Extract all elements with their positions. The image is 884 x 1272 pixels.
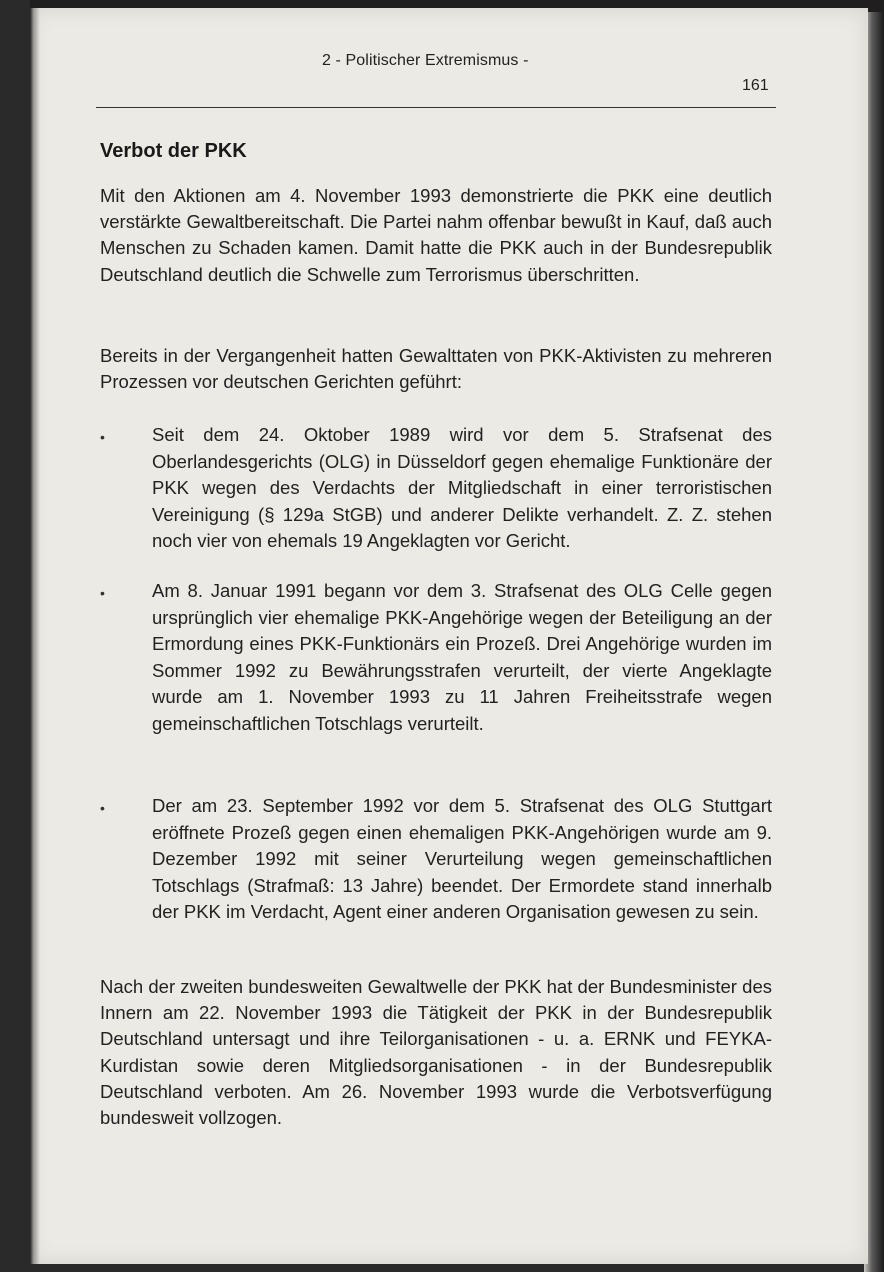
page-number: 161 — [742, 77, 769, 94]
running-head: 2 - Politischer Extremismus - — [322, 52, 529, 69]
bullet-icon: • — [100, 585, 105, 601]
bullet-icon: • — [100, 429, 105, 445]
list-item-text: Am 8. Januar 1991 begann vor dem 3. Strafsenat des OLG Celle gegen ursprünglich vier ehemalige PKK-Angehörige wegen der Beteiligung an der Ermordung eines PKK-Funktionärs ein Prozeß. Drei Angehörige wurden im Sommer 1992 zu Bewährungsstrafen verurteilt, der vierte Angeklagte wurde am 1. November 1993 zu 11 Jahren Freiheitsstrafe wegen gemeinschaftlichen Totschlags verurteilt. — [152, 580, 772, 734]
section-title: Verbot der PKK — [100, 140, 247, 162]
list-item-text: Seit dem 24. Oktober 1989 wird vor dem 5. Strafsenat des Oberlandesgerichts (OLG) in Düsseldorf gegen ehemalige Funktionäre der PKK wegen des Verdachts der Mitgliedschaft in einer terroristischen Vereinigung (§ 129a StGB) und anderer Delikte verhandelt. Z. Z. stehen noch vier von ehemals 19 Angeklagten vor Gericht. — [152, 424, 772, 551]
bullet-icon: • — [100, 800, 105, 816]
closing-paragraph: Nach der zweiten bundesweiten Gewaltwelle der PKK hat der Bundesminister des Innern am 22. November 1993 die Tätigkeit der PKK in der Bundesrepublik Deutschland untersagt und ihre Teilorganisationen - u. a. ERNK und FEYKA-Kurdistan sowie deren Mitgliedsorganisationen - in der Bundesrepublik Deutschland verboten. Am 26. November 1993 wurde die Verbotsverfügung bundesweit vollzogen. — [100, 976, 772, 1129]
list-item-text: Der am 23. September 1992 vor dem 5. Strafsenat des OLG Stuttgart eröffnete Prozeß gegen einen ehemaligen PKK-Angehörigen wurde am 9. Dezember 1992 mit seiner Verurteilung wegen gemeinschaftlichen Totschlags (Strafmaß: 13 Jahre) beendet. Der Ermordete stand innerhalb der PKK im Verdacht, Agent einer anderen Organisation gewesen zu sein. — [152, 795, 772, 922]
paragraph-2: Bereits in der Vergangenheit hatten Gewalttaten von PKK-Aktivisten zu mehreren Prozessen vor deutschen Gerichten geführt: — [100, 345, 772, 393]
paragraph-1: Mit den Aktionen am 4. November 1993 demonstrierte die PKK eine deutlich verstärkte Gewaltbereitschaft. Die Partei nahm offenbar bewußt in Kauf, daß auch Menschen zu Schaden kamen. Damit hatte die PKK auch in der Bundesrepublik Deutschland deutlich die Schwelle zum Terrorismus überschritten. — [100, 185, 772, 285]
header-rule — [96, 107, 776, 108]
